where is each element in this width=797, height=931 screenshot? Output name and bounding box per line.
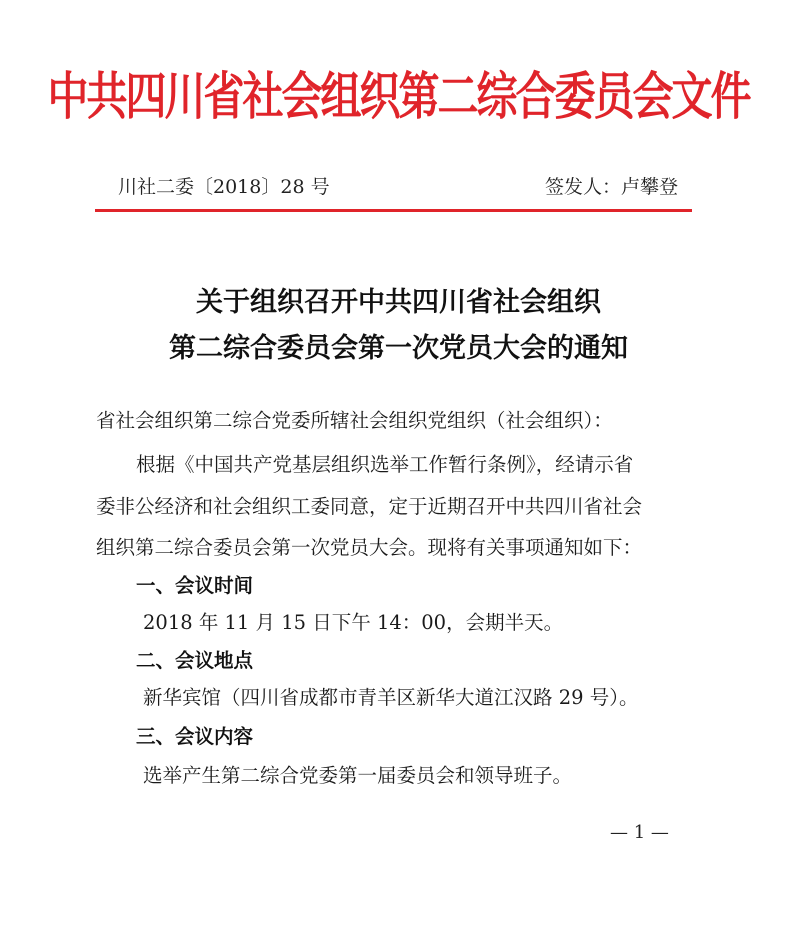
section-heading-location: 二、会议地点 [136,649,254,672]
section-heading-time: 一、会议时间 [136,574,254,597]
section-heading-content: 三、会议内容 [136,725,254,748]
notice-title-line-2: 第二综合委员会第一次党员大会的通知 [169,333,628,364]
notice-title-line-1: 关于组织召开中共四川省社会组织 [196,287,601,318]
intro-line-1: 根据《中国共产党基层组织选举工作暂行条例》，经请示省 [136,453,634,476]
section-text-time: 2018 年 11 月 15 日下午 14：00，会期半天。 [143,611,564,634]
page-number: — 1 — [610,822,669,843]
section-text-content: 选举产生第二综合党委第一届委员会和领导班子。 [143,764,573,787]
addressee: 省社会组织第二综合党委所辖社会组织党组织（社会组织）： [96,409,613,432]
document-number: 川社二委〔2018〕28 号 [118,176,330,198]
section-text-location: 新华宾馆（四川省成都市青羊区新华大道江汉路 29 号）。 [143,686,639,709]
intro-line-2: 委非公经济和社会组织工委同意，定于近期召开中共四川省社会 [96,495,643,518]
red-divider-line [95,209,692,212]
issuing-organization-title: 中共四川省社会组织第二综合委员会文件 [47,66,750,127]
signer: 签发人：卢攀登 [545,176,679,198]
intro-line-3: 组织第二综合委员会第一次党员大会。现将有关事项通知如下： [96,536,643,559]
